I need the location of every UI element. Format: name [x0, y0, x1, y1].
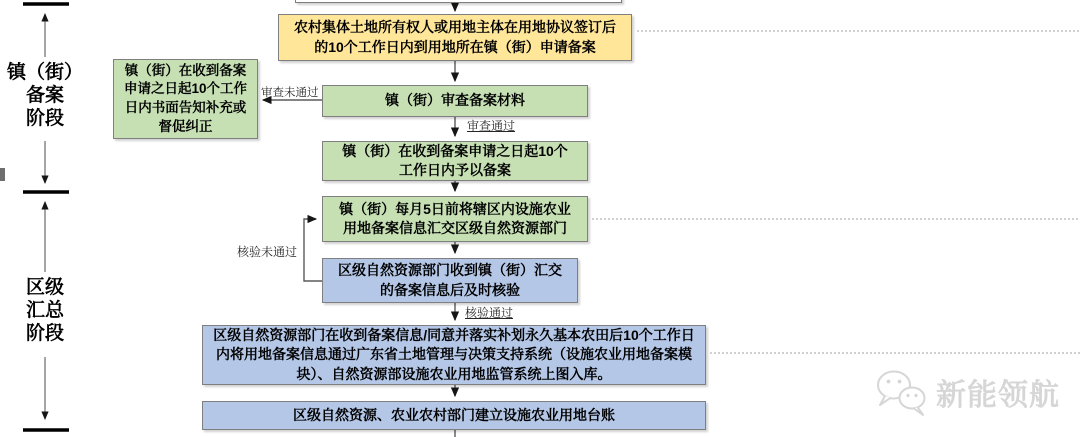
node-record: 镇（街）在收到备案申请之日起10个工作日内予以备案 — [322, 141, 588, 181]
node-notify-fix: 镇（街）在收到备案申请之日起10个工作日内书面告知补充或督促纠正 — [113, 59, 258, 139]
node-cutoff-top — [295, 0, 622, 3]
node-upload: 区级自然资源部门在收到备案信息/同意并落实补划永久基本农田后10个工作日内将用地备案信息通过广东省土地管理与决策支持系统（设施农业用地备案模块）、自然资源部设施农业用地监管系统上图入库。 — [202, 325, 706, 385]
edge-label-verify-fail: 核验未通过 — [237, 245, 298, 259]
stage-label-line: 阶段 — [25, 323, 64, 345]
node-review: 镇（街）审查备案材料 — [322, 85, 588, 117]
node-monthly-submit: 镇（街）每月5日前将辖区内设施农业用地备案信息汇交区级自然资源部门 — [322, 196, 588, 242]
stage-label-line: 备案 — [25, 85, 64, 107]
stage-label-line: 区级 — [25, 277, 64, 298]
stage-label-town-filing — [0, 61, 90, 131]
watermark — [872, 366, 1060, 418]
stage-label-district-summary — [0, 276, 90, 346]
stage-label-line: 镇（街） — [6, 62, 83, 83]
left-edge-marker — [0, 168, 5, 181]
stage-label-line: 阶段 — [25, 108, 64, 130]
node-verify: 区级自然资源部门收到镇（街）汇交的备案信息后及时核验 — [322, 258, 578, 303]
wechat-icon — [872, 366, 930, 418]
watermark-brand-text: 新能领航 — [936, 379, 1060, 412]
node-apply: 农村集体土地所有权人或用地主体在用地协议签订后的10个工作日内到用地所在镇（街）申请备案 — [278, 14, 632, 61]
edge-label-review-pass: 审查通过 — [467, 119, 516, 133]
stage-label-line: 汇总 — [25, 300, 64, 322]
edge-label-review-fail: 审查未通过 — [261, 87, 319, 99]
arrow-verify-fail-loop — [304, 219, 322, 281]
edge-label-verify-pass: 核验通过 — [465, 306, 514, 320]
node-ledger: 区级自然资源、农业农村部门建立设施农业用地台账 — [202, 401, 706, 430]
